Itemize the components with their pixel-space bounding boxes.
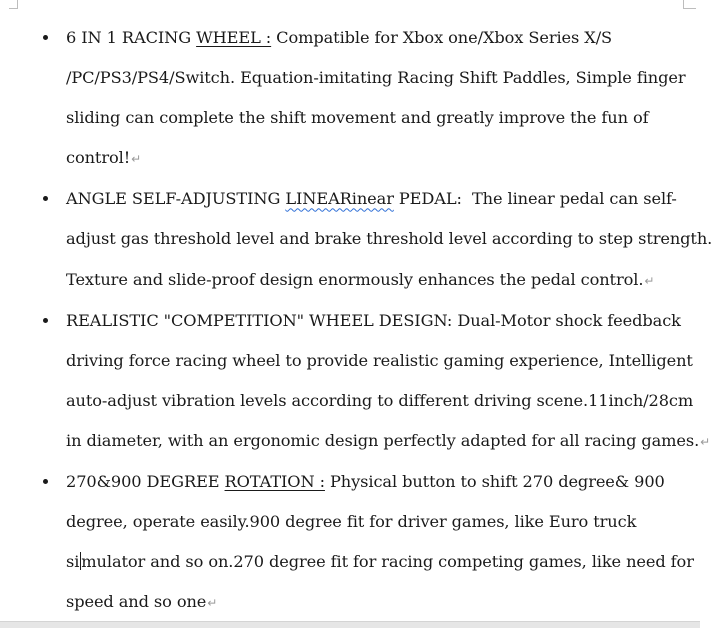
list-item[interactable]: [0, 462, 700, 623]
list-item[interactable]: [0, 179, 712, 300]
text-line[interactable]: control!↵: [66, 148, 142, 168]
page-corner-mark-left: [9, 0, 18, 9]
bullet-list: [0, 18, 712, 623]
paragraph-mark-icon: ↵: [700, 434, 711, 449]
list-item[interactable]: [0, 18, 700, 179]
text-line[interactable]: sliding can complete the shift movement and greatly improve the fun of: [66, 108, 649, 128]
bullet-icon: [43, 479, 48, 484]
paragraph-mark-icon: ↵: [207, 596, 218, 611]
hyperlink-text[interactable]: WHEEL :: [196, 28, 272, 47]
bullet-icon: [43, 196, 48, 201]
text-line[interactable]: adjust gas threshold level and brake threshold level according to step strength.: [66, 229, 712, 249]
paragraph-mark-icon: ↵: [131, 152, 142, 167]
text-line[interactable]: /PC/PS3/PS4/Switch. Equation-imitating Racing Shift Paddles, Simple finger: [66, 68, 686, 88]
text-line[interactable]: 270&900 DEGREE ROTATION : Physical button to shift 270 degree& 900: [66, 472, 665, 492]
text-line[interactable]: speed and so one↵: [66, 592, 218, 612]
text-line[interactable]: degree, operate easily.900 degree fit for driver games, like Euro truck: [66, 512, 637, 532]
bullet-icon: [43, 35, 48, 40]
hyperlink-text[interactable]: ROTATION :: [224, 472, 325, 492]
list-item[interactable]: [0, 301, 711, 462]
text-line[interactable]: ANGLE SELF-ADJUSTING LINEARinear PEDAL: The linear pedal can self-: [66, 189, 677, 209]
text-line[interactable]: in diameter, with an ergonomic design perfectly adapted for all racing games.↵: [66, 430, 711, 450]
text-line[interactable]: si mulator and so on.270 degree fit for racing competing games, like need for: [66, 552, 694, 572]
paragraph-mark-icon: ↵: [644, 273, 655, 288]
bullet-icon: [43, 318, 48, 323]
horizontal-scrollbar[interactable]: [0, 621, 700, 628]
page-corner-mark-right: [683, 0, 696, 9]
text-line[interactable]: auto-adjust vibration levels according to different driving scene.11inch/28cm: [66, 390, 694, 410]
text-line[interactable]: REALISTIC "COMPETITION" WHEEL DESIGN: Dual-Motor shock feedback: [66, 310, 681, 330]
text-line[interactable]: Texture and slide-proof design enormously enhances the pedal control.↵: [66, 269, 655, 289]
spelling-error-text[interactable]: LINEARinear: [285, 189, 394, 209]
text-line[interactable]: driving force racing wheel to provide realistic gaming experience, Intelligent: [66, 350, 693, 370]
text-line[interactable]: 6 IN 1 RACING WHEEL : Compatible for Xbox one/Xbox Series X/S: [66, 28, 613, 47]
